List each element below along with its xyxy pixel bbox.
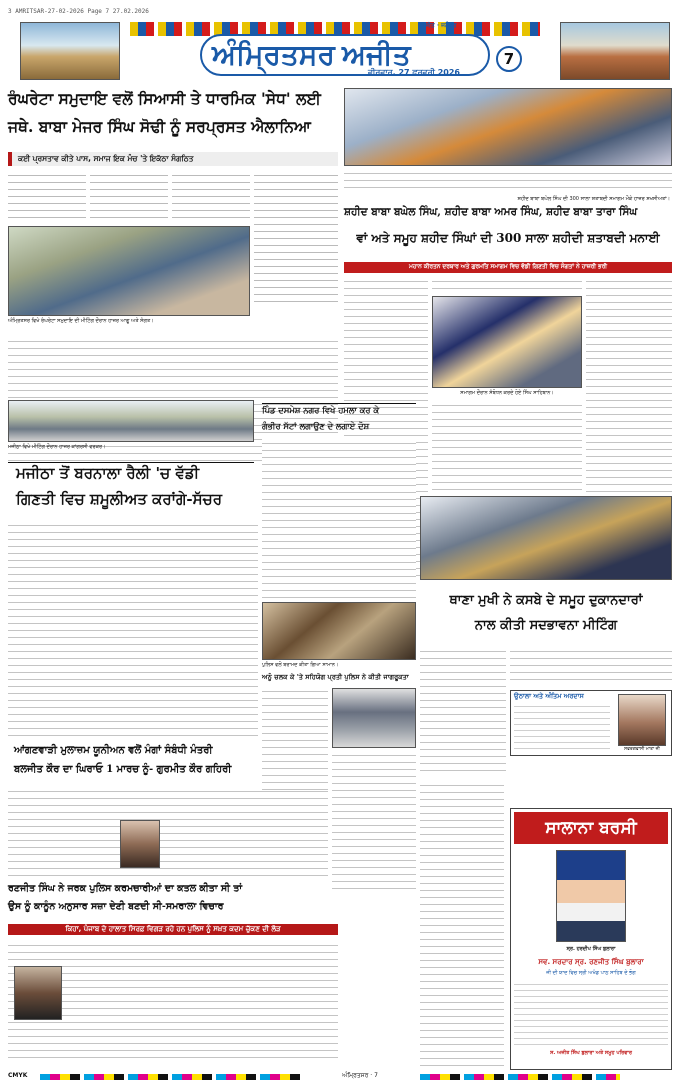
story3-headline-line1: ਮਜੀਠਾ ਤੋਂ ਬਰਨਾਲਾ ਰੈਲੀ 'ਚ ਵੱਡੀ	[16, 464, 200, 482]
footer-print-line: ਅੰਮ੍ਰਿਤਸਰ · 7	[342, 1072, 378, 1079]
story5-photo	[262, 602, 416, 660]
story1-photo	[8, 226, 250, 316]
story1-caption: ਅੰਮ੍ਰਿਤਸਰ ਵਿਖੇ ਰੰਘਰੇਟਾ ਸਮੁਦਾਇ ਦੀ ਮੀਟਿੰਗ ਦੌਰਾਨ ਹਾਜ਼ਰ ਆਗੂ ਅਤੇ ਸੰਗਤ।	[8, 318, 154, 324]
obituary-body-text	[514, 980, 668, 1046]
story6-text-col1	[262, 686, 328, 790]
story1-text-col1	[8, 170, 86, 224]
small-ad-photo	[618, 694, 666, 746]
masthead-date: ਵੀਰਵਾਰ, 27 ਫਰਵਰੀ 2026	[368, 68, 460, 77]
story5-text-col3	[420, 780, 504, 1070]
story1-text-col3	[172, 170, 250, 224]
story8-headline-line1: ਰਣਜੀਤ ਸਿੰਘ ਨੇ ਜਰਕ ਪੁਲਿਸ ਕਰਮਚਾਰੀਆਂ ਦਾ ਕਤਲ ਕੀਤਾ ਸੀ ਤਾਂ	[8, 883, 243, 894]
story4-body-text	[262, 438, 416, 598]
story1-text-col4	[254, 170, 338, 308]
story3-caption: ਮਜੀਠਾ ਵਿਖੇ ਮੀਟਿੰਗ ਦੌਰਾਨ ਹਾਜ਼ਰ ਕਾਂਗਰਸੀ ਵਰਕਰ।	[8, 444, 106, 450]
story2-headline-line1: ਸ਼ਹੀਦ ਬਾਬਾ ਬਘੇਲ ਸਿੰਘ, ਸ਼ਹੀਦ ਬਾਬਾ ਅਮਰ ਸਿੰਘ, ਸ਼ਹੀਦ ਬਾਬਾ ਤਾਰਾ ਸਿੰਘ	[344, 206, 638, 218]
story8-banner: ਕਿਹਾ, ਪੰਜਾਬ ਦੇ ਹਾਲਾਤ ਸਿਰਫ਼ ਵਿਗੜ ਰਹੇ ਹਨ ਪੁਲਿਸ ਨੂੰ ਸਖ਼ਤ ਕਦਮ ਚੁੱਕਣ ਦੀ ਲੋੜ	[8, 924, 338, 935]
story1-headline-line2: ਜਥੇ. ਬਾਬਾ ਮੇਜਰ ਸਿੰਘ ਸੋਢੀ ਨੂੰ ਸਰਪ੍ਰਸਤ ਐਲਾਨਿਆ	[8, 117, 311, 136]
golden-temple-photo	[20, 22, 120, 80]
story7-portrait	[120, 820, 160, 868]
story1-subhead: ਕਈ ਪ੍ਰਸਤਾਵ ਕੀਤੇ ਪਾਸ, ਸਮਾਜ ਇਕ ਮੰਚ 'ਤੇ ਇਕੱਠਾ ਸੰਗਠਿਤ	[8, 152, 338, 166]
divider	[262, 403, 416, 404]
story5-headline-line1: ਥਾਣਾ ਮੁਖੀ ਨੇ ਕਸਬੇ ਦੇ ਸਮੂਹ ਦੁਕਾਨਦਾਰਾਂ	[449, 593, 643, 608]
story5-caption: ਪੁਲਿਸ ਵਲੋਂ ਬਰਾਮਦ ਕੀਤਾ ਗਿਆ ਸਾਮਾਨ।	[262, 662, 339, 668]
small-ad-text	[514, 702, 610, 752]
story2-photo-caption: ਸਮਾਗਮ ਦੌਰਾਨ ਸੰਬੋਧਨ ਕਰਦੇ ਹੋਏ ਸਿੰਘ ਸਾਹਿਬਾਨ।	[460, 390, 554, 396]
story1-text-col2	[90, 170, 168, 224]
story5-text-col2	[510, 646, 672, 686]
story8-portrait	[14, 966, 62, 1020]
masthead-title-amritsar: ਅੰਮ੍ਰਿਤਸਰ	[212, 38, 335, 71]
story5-headline-line2: ਨਾਲ ਕੀਤੀ ਸਦਭਾਵਨਾ ਮੀਟਿੰਗ	[474, 618, 618, 633]
masthead-title-ajit: ਅਜੀਤ	[342, 38, 411, 71]
color-registration-bar-right	[420, 1074, 620, 1080]
story6-photo	[332, 688, 416, 748]
obituary-line2: ਜੀ ਦੀ ਯਾਦ ਵਿਚ ਸ੍ਰੀ ਅਖੰਡ ਪਾਠ ਸਾਹਿਬ ਦੇ ਭੋਗ	[546, 970, 636, 976]
story2-caption-text	[344, 168, 672, 194]
story6-headline: ਅਨੂੰ ਚਲਕ ਕੇ 'ਤੇ ਸਹਿਯੋਗ ਪ੍ਰਤੀ ਪੁਲਿਸ ਨੇ ਕੀਤੀ ਜਾਗਰੂਕਤਾ	[262, 673, 409, 681]
divider	[8, 462, 254, 463]
small-ad-photo-caption: ਸਵਰਗਵਾਸੀ ਮਾਤਾ ਜੀ	[624, 747, 660, 752]
obituary-portrait	[556, 850, 626, 942]
story2-headline-line2: ਵਾਂ ਅਤੇ ਸਮੂਹ ਸ਼ਹੀਦ ਸਿੰਘਾਂ ਦੀ 300 ਸਾਲਾ ਸ਼ਹੀਦੀ ਸ਼ਤਾਬਦੀ ਮਨਾਈ	[356, 231, 660, 245]
story2-inset-photo	[432, 296, 582, 388]
story2-caption: ਸ਼ਹੀਦ ਬਾਬਾ ਬਘੇਲ ਸਿੰਘ ਦੀ 300 ਸਾਲਾ ਸ਼ਤਾਬਦੀ ਸਮਾਗਮ ਮੌਕੇ ਹਾਜ਼ਰ ਸ਼ਖਸੀਅਤਾਂ।	[517, 196, 670, 202]
story7-headline-line1: ਆਂਗਣਵਾੜੀ ਮੁਲਾਜ਼ਮ ਯੂਨੀਅਨ ਵਲੋਂ ਮੰਗਾਂ ਸੰਬੰਧੀ ਮੰਤਰੀ	[14, 745, 213, 756]
story4-headline-line2: ਗੰਭੀਰ ਸੱਟਾਂ ਲਗਾਉਣ ਦੇ ਲਗਾਏ ਦੋਸ਼	[262, 421, 370, 431]
story1-headline-line1: ਰੰਘਰੇਟਾ ਸਮੁਦਾਇ ਵਲੋਂ ਸਿਆਸੀ ਤੇ ਧਾਰਮਿਕ 'ਸੇਧ' ਲਈ	[8, 89, 321, 108]
story5-text-col1	[420, 646, 506, 776]
story2-text-top	[432, 276, 582, 294]
obituary-name-caption: ਸ੍ਰ. ਹਰਦੀਪ ਸਿੰਘ ਬੁਲਾਰਾ	[566, 946, 616, 952]
story4-headline-line1: ਪਿੰਡ ਦਸਮੇਸ਼ ਨਗਰ ਵਿਖੇ ਹਮਲਾ ਕਰ ਕੇ	[262, 405, 379, 415]
story2-photo	[344, 88, 672, 166]
story7-body-text	[8, 786, 328, 878]
story7-headline-line2: ਬਲਜੀਤ ਕੌਰ ਦਾ ਘਿਰਾਓ 1 ਮਾਰਚ ਨੂੰ- ਗੁਰਮੀਤ ਕੌਰ ਗਹਿਰੀ	[14, 764, 232, 775]
color-bar-label: CMYK	[8, 1072, 28, 1079]
page-number: 7	[496, 46, 522, 72]
story3-body-text	[8, 520, 258, 740]
story6-text-col2	[332, 750, 416, 890]
small-ad-title: ਉਠਾਲਾ ਅਤੇ ਅੰਤਿਮ ਅਰਦਾਸ	[514, 692, 584, 700]
story3-headline-line2: ਗਿਣਤੀ ਵਿਚ ਸ਼ਮੂਲੀਅਤ ਕਰਾਂਗੇ-ਸੱਚਰ	[16, 490, 223, 508]
color-registration-bar	[40, 1074, 300, 1080]
print-line: 3 AMRITSAR-27-02-2026 Page 7 27.02.2026	[8, 8, 149, 15]
story2-group-photo	[420, 496, 672, 580]
story2-banner: ਮਹਾਨ ਕੀਰਤਨ ਦਰਬਾਰ ਅਤੇ ਗੁਰਮਤਿ ਸਮਾਗਮ ਵਿਚ ਵੱਡੀ ਗਿਣਤੀ ਵਿਚ ਸੰਗਤਾਂ ਨੇ ਹਾਜ਼ਰੀ ਭਰੀ	[344, 262, 672, 273]
story8-headline-line2: ਉਸ ਨੂੰ ਕਾਨੂੰਨ ਅਨੁਸਾਰ ਸਜ਼ਾ ਦੇਣੀ ਬਣਦੀ ਸੀ-ਸਮਰਾਲਾ ਵਿਚਾਰ	[8, 901, 224, 912]
obituary-line1: ਸਵ. ਸਰਦਾਰ ਸ੍ਰ. ਰਣਜੀਤ ਸਿੰਘ ਬੁਲਾਰਾ	[538, 958, 644, 966]
story3-photo	[8, 400, 254, 442]
edition-label: ਅਜੀਤ · ਜਲੰਧਰ	[420, 22, 457, 29]
obituary-title: ਸਾਲਾਨਾ ਬਰਸੀ	[514, 812, 668, 844]
heritage-building-photo	[560, 22, 670, 80]
obituary-footer: ਸ. ਅਜੀਤ ਸਿੰਘ ਬੁਲਾਰਾ ਅਤੇ ਸਮੂਹ ਪਰਿਵਾਰ	[550, 1050, 632, 1056]
